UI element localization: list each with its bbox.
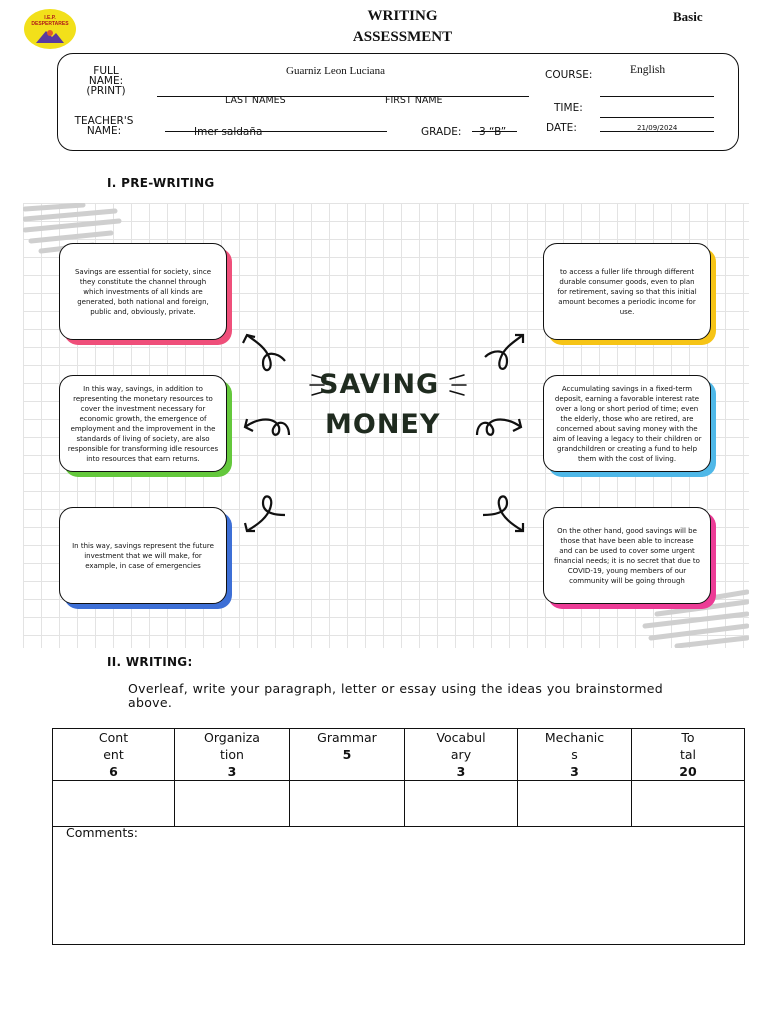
score-cell-grammar[interactable]: [290, 781, 405, 827]
idea-card-4: [543, 243, 711, 340]
pre-writing-heading: I. PRE-WRITING: [107, 176, 215, 190]
logo-text-top: I.E.P.: [44, 15, 56, 21]
rubric-col-total: [632, 729, 745, 781]
grade-value[interactable]: 3 “B”: [479, 126, 507, 138]
time-line: [600, 117, 714, 118]
rubric-col-label: Grammar: [317, 730, 377, 745]
writing-heading: II. WRITING:: [107, 655, 193, 669]
rubric-col-label: Mechanic: [544, 730, 605, 745]
course-value[interactable]: English: [630, 64, 666, 76]
rubric-col-label: s: [571, 747, 578, 762]
date-value[interactable]: 21/09/2024: [637, 124, 678, 132]
level-label: Basic: [673, 9, 703, 24]
idea-card-5: [543, 375, 711, 472]
idea-card-2: [59, 375, 227, 472]
idea-card-3: [59, 507, 227, 604]
rubric-col-label: ary: [450, 747, 472, 762]
teacher-name-line: [165, 131, 387, 132]
rubric-col-label: tion: [220, 747, 244, 762]
center-title-money: MONEY: [325, 409, 441, 440]
rubric-col-grammar: [290, 729, 405, 781]
rubric-col-label: Organiza: [204, 730, 260, 745]
course-line: [600, 96, 714, 97]
rubric-col-label: Cont: [98, 730, 129, 745]
writing-instruction: Overleaf, write your paragraph, letter or essay using the ideas you brainstormed above.: [128, 681, 663, 710]
rubric-col-points: 3: [456, 764, 466, 779]
center-title-saving: SAVING: [319, 369, 440, 400]
teacher-name-value[interactable]: Imer saldaña: [194, 126, 263, 138]
rubric-table: [52, 728, 745, 827]
date-line: [600, 131, 714, 132]
school-logo: [24, 9, 76, 49]
idea-card-6: [543, 507, 711, 604]
curly-arrow-left-icon: [241, 409, 293, 439]
full-name-label: FULL NAME:: [88, 65, 124, 87]
rubric-col-points: 5: [342, 747, 352, 762]
rubric-col-organization: [175, 729, 290, 781]
print-label: (PRINT): [86, 85, 126, 97]
rubric-score-row: [53, 781, 745, 827]
full-name-line: [157, 96, 529, 97]
date-label: DATE:: [546, 122, 577, 134]
idea-card-6-text: On the other hand, good savings will be those that have been able to increase and can be used to cover some urgent financial needs; it is no secret that due to COVID-19, young members of our community will be going through: [554, 526, 700, 585]
rubric-header-row: [53, 729, 745, 781]
curly-arrow-down-left-icon: [241, 491, 289, 537]
idea-card-3-text: In this way, savings represent the future investment that we will make, for example, in case of emergencies: [72, 541, 214, 570]
idea-card-1: [59, 243, 227, 340]
rubric-col-label: To: [681, 730, 695, 745]
first-name-label: FIRST NAME: [385, 95, 443, 106]
idea-card-5-text: Accumulating savings in a fixed-term deposit, earning a favorable interest rate over a long or short period of time; even the elderly, those who are retired, are concerned about saving money with the aim of leaving a legacy to their children or grandchildren or creating a fund to help them with the cost of living.: [552, 384, 702, 463]
teacher-name-label: TEACHER'S NAME:: [74, 115, 134, 137]
score-cell-content[interactable]: [53, 781, 175, 827]
comments-label: Comments:: [66, 825, 138, 840]
rubric-col-mechanics: [518, 729, 632, 781]
page-title: [300, 6, 505, 48]
full-name-value[interactable]: Guarniz Leon Luciana: [286, 65, 385, 77]
rubric-col-label: ent: [103, 747, 124, 762]
rubric-col-vocabulary: [405, 729, 518, 781]
grade-line: [472, 131, 517, 132]
score-cell-total[interactable]: [632, 781, 745, 827]
rubric-col-label: tal: [679, 747, 697, 762]
score-cell-vocabulary[interactable]: [405, 781, 518, 827]
score-cell-organization[interactable]: [175, 781, 290, 827]
rubric-col-points: 20: [679, 764, 697, 779]
last-names-label: LAST NAMES: [225, 95, 286, 106]
rubric-col-label: Vocabul: [436, 730, 486, 745]
curly-arrow-down-right-icon: [481, 491, 529, 537]
idea-card-2-text: In this way, savings, in addition to representing the monetary resources to cover the investment necessary for economic growth, the emergence of employment and the improvement in the standards of living of society, are also responsible for transforming idle resources into resources that earn returns.: [67, 384, 219, 463]
grade-label: GRADE:: [421, 126, 462, 138]
score-cell-mechanics[interactable]: [518, 781, 632, 827]
idea-card-4-text: to access a fuller life through different durable consumer goods, even to plan for retirement, saving so that this initial amount becomes a periodic income for use.: [557, 267, 697, 316]
idea-card-1-text: Savings are essential for society, since they constitute the channel through which investments of all kinds are generated, both national and foreign, public and, obviously, private.: [74, 267, 211, 316]
title-line-1: WRITING: [367, 8, 438, 24]
comments-box[interactable]: [52, 825, 745, 945]
mountain-logo-icon: [36, 27, 64, 45]
mind-map: [23, 203, 749, 648]
course-label: COURSE:: [545, 69, 593, 81]
curly-arrow-right-icon: [473, 409, 525, 439]
rubric-col-points: 3: [570, 764, 579, 779]
rubric-col-points: 3: [227, 764, 237, 779]
rubric-col-points: 6: [109, 764, 118, 779]
rubric-col-content: [53, 729, 175, 781]
logo-text-school: DESPERTARES: [31, 21, 69, 27]
title-line-2: ASSESSMENT: [352, 29, 453, 45]
curly-arrow-up-left-icon: [241, 331, 289, 377]
time-label: TIME:: [554, 102, 583, 114]
curly-arrow-up-right-icon: [481, 331, 529, 377]
